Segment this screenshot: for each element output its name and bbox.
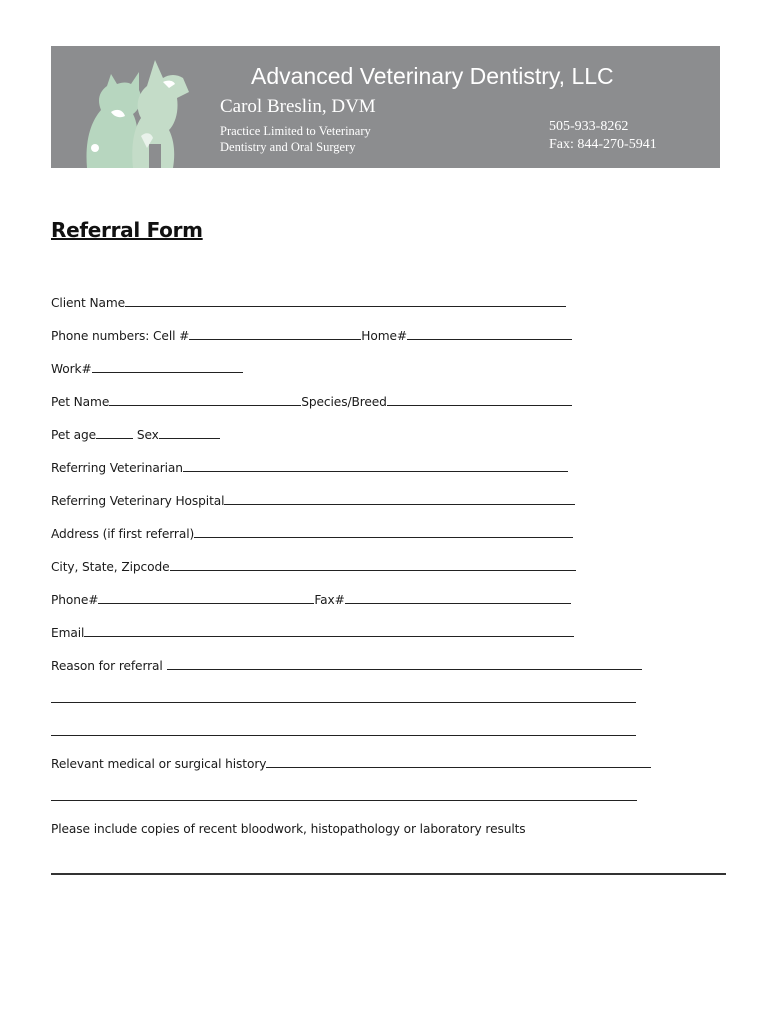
address-field[interactable] (194, 525, 573, 538)
reason-field[interactable] (167, 657, 642, 670)
reason-continued-row-1 (51, 690, 636, 707)
work-phone-row (51, 360, 243, 377)
reason-continued-row-2 (51, 723, 636, 740)
contact-info (549, 118, 657, 154)
species-breed-label: Species/Breed (301, 395, 387, 409)
cell-phone-label: Phone numbers: Cell # (51, 329, 190, 343)
reason-row (51, 657, 642, 674)
work-phone-field[interactable] (92, 360, 243, 373)
phone-field[interactable] (98, 591, 314, 604)
reason-label: Reason for referral (51, 659, 167, 673)
practice-description (220, 123, 371, 155)
history-continued-row (51, 788, 637, 805)
city-state-zip-field[interactable] (170, 558, 576, 571)
form-title: Referral Form (51, 218, 203, 242)
phone-label: Phone# (51, 593, 99, 607)
client-name-row (51, 294, 566, 311)
fax-field[interactable] (345, 591, 571, 604)
work-phone-label: Work# (51, 362, 92, 376)
cell-phone-field[interactable] (189, 327, 361, 340)
referring-vet-row (51, 459, 568, 476)
pet-age-field[interactable] (96, 426, 133, 439)
email-label: Email (51, 626, 85, 640)
referring-hospital-field[interactable] (224, 492, 575, 505)
history-field-line-2[interactable] (51, 788, 637, 801)
address-row (51, 525, 573, 542)
species-breed-field[interactable] (387, 393, 572, 406)
home-phone-label: Home# (361, 329, 407, 343)
phone-number: 505-933-8262 (549, 119, 629, 134)
city-state-zip-label: City, State, Zipcode (51, 560, 170, 574)
pet-name-label: Pet Name (51, 395, 110, 409)
history-label: Relevant medical or surgical history (51, 757, 267, 771)
dog-and-cat-logo-icon (77, 52, 189, 168)
phone-numbers-row (51, 327, 572, 344)
home-phone-field[interactable] (407, 327, 572, 340)
client-name-label: Client Name (51, 296, 126, 310)
pet-name-row (51, 393, 572, 410)
doctor-name: Carol Breslin, DVM (220, 96, 376, 117)
city-state-zip-row (51, 558, 576, 575)
history-row (51, 755, 651, 772)
email-row (51, 624, 574, 641)
address-label: Address (if first referral) (51, 527, 195, 541)
client-name-field[interactable] (125, 294, 566, 307)
practice-line-2: Dentistry and Oral Surgery (220, 140, 356, 154)
fax-number: Fax: 844-270-5941 (549, 137, 657, 152)
email-field[interactable] (84, 624, 574, 637)
reason-field-line-2[interactable] (51, 690, 636, 703)
footer-note: Please include copies of recent bloodwork, histopathology or laboratory results (51, 822, 526, 836)
bottom-divider (51, 873, 726, 875)
history-field[interactable] (266, 755, 651, 768)
referring-vet-field[interactable] (183, 459, 568, 472)
referring-hospital-row (51, 492, 575, 509)
referring-hospital-label: Referring Veterinary Hospital (51, 494, 225, 508)
pet-age-label: Pet age (51, 428, 97, 442)
sex-field[interactable] (159, 426, 220, 439)
referring-vet-label: Referring Veterinarian (51, 461, 183, 475)
company-name: Advanced Veterinary Dentistry, LLC (251, 63, 614, 89)
pet-age-row (51, 426, 220, 443)
fax-label: Fax# (314, 593, 345, 607)
phone-fax-row (51, 591, 571, 608)
practice-line-1: Practice Limited to Veterinary (220, 124, 371, 138)
sex-label: Sex (136, 428, 159, 442)
reason-field-line-3[interactable] (51, 723, 636, 736)
pet-name-field[interactable] (109, 393, 301, 406)
letterhead-banner (51, 46, 720, 168)
